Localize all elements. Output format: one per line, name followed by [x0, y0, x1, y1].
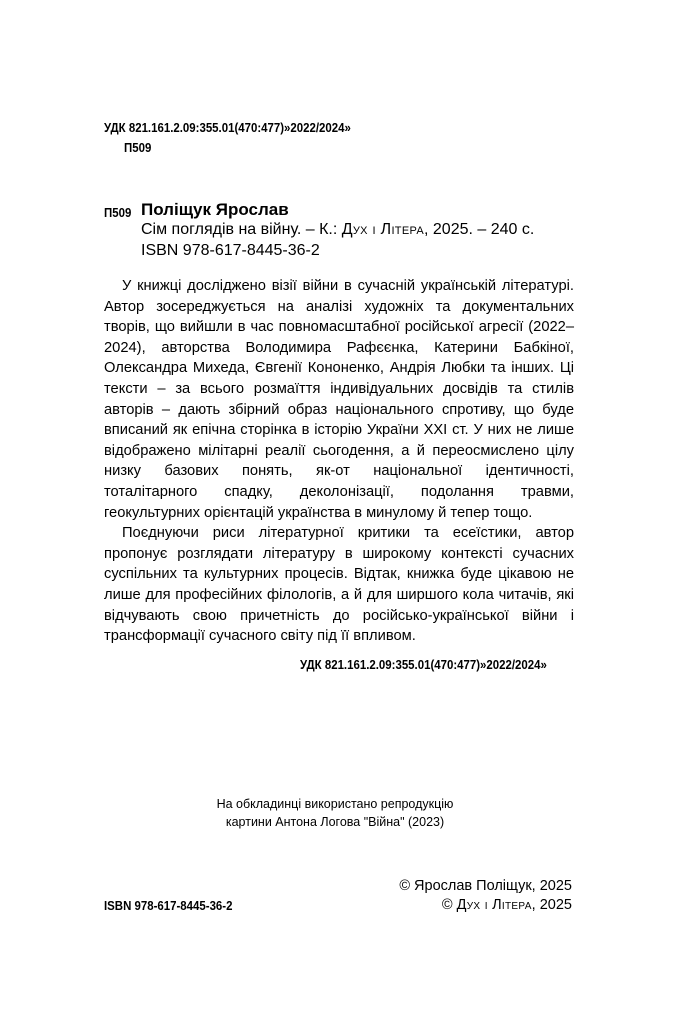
isbn-line: ISBN 978-617-8445-36-2 [141, 242, 320, 259]
abstract [104, 276, 574, 647]
abstract-paragraph: У книжці досліджено візії війни в сучасній українській літературі. Автор зосереджується на аналізі художніх та документальних творів, що вийшли в час повномасштабної російської агресії (2022–2024), авторства Володимира Рафєєнка, Катерини Бабкіної, Олександра Михеда, Євгенії Кононенко, Андрія Любки та інших. Ці тексти – за всього розмаїття індивідуальних досвідів та стилів авторів – дають збірний образ національного спротиву, що буде вписаний як епічна сторінка в історію України XXI ст. У них не лише відображено мілітарні реалії сьогодення, а й переосмислено цілу низку базових понять, як-от національної ідентичності, тоталітарного спадку, деколонізації, подолання травми, геокультурних орієнтацій українства в минулому й тепер тощо. [104, 278, 574, 521]
title-text: Сім поглядів на війну. – К.: [141, 221, 342, 238]
copyright-publisher-name: Дух і Літера [456, 897, 532, 913]
author-index: П509 [124, 140, 152, 155]
bibliographic-title-line [141, 221, 534, 239]
year-pages: , 2025. – 240 с. [424, 221, 535, 238]
publisher-name: Дух і Літера [341, 221, 424, 238]
author-name: Поліщук Ярослав [141, 200, 289, 219]
isbn-bottom: ISBN 978-617-8445-36-2 [104, 898, 233, 913]
entry-code: П509 [104, 205, 132, 220]
copyright-year: , 2025 [531, 897, 572, 913]
udk-classification: УДК 821.161.2.09:355.01(470:477)»2022/2024» [104, 120, 351, 135]
copyright-sign: © [441, 897, 457, 913]
cover-note-line: На обкладинці використано репродукцію [216, 797, 454, 811]
cover-note [170, 795, 500, 831]
copyright-author: © Ярослав Поліщук, 2025 [399, 878, 572, 894]
cover-note-line: картини Антона Логова "Війна" (2023) [225, 815, 445, 829]
udk-classification-bottom: УДК 821.161.2.09:355.01(470:477)»2022/2024» [300, 657, 547, 672]
abstract-paragraph: Поєднуючи риси літературної критики та есеїстики, автор пропонує розглядати літературу в широкому контексті сучасних суспільних та культурних процесів. Відтак, книжка буде цікавою не лише для професійних філологів, а й для ширшого кола читачів, які відчувають свою причетність до російсько-української війни і трансформації сучасного світу під її впливом. [104, 525, 574, 645]
copyright-publisher [350, 896, 572, 915]
copyright-block [350, 877, 572, 915]
